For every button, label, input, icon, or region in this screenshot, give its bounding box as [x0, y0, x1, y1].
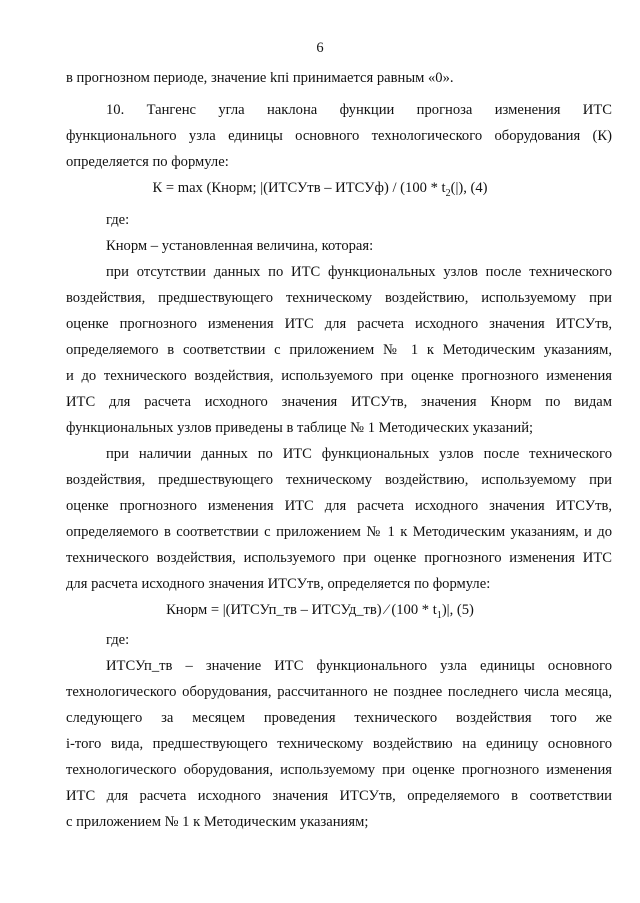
text-line: функциональных узлов приведены в таблице № 1 Методических указаний; [66, 420, 534, 436]
formula-4-main: К = max (Кнорм; |(ИТСУтв – ИТСУф) / (100 * t [152, 180, 446, 196]
text-line: и до технического воздействия, используемого при оценке прогнозного изменения [66, 368, 612, 384]
text-line: где: [106, 212, 130, 228]
text-line: следующего за месяцем проведения технического воздействия того же [66, 710, 612, 726]
formula-4 [0, 178, 640, 198]
text-line: определяется по формуле: [66, 154, 229, 170]
text-line: при наличии данных по ИТС функциональных узлов после технического [106, 446, 612, 462]
text-line: для расчета исходного значения ИТСУтв, определяется по формуле: [66, 576, 491, 592]
formula-4-subscript: 2 [445, 187, 451, 199]
text-line: определяемого в соответствии с приложением № 1 к Методическим указаниям, и до [66, 524, 612, 540]
text-line: с приложением № 1 к Методическим указаниям; [66, 814, 369, 830]
text-line: Кнорм – установленная величина, которая: [106, 238, 374, 254]
text-line: оценке прогнозного изменения ИТС для расчета исходного значения ИТСУтв, [66, 316, 612, 332]
page-number: 6 [316, 40, 324, 56]
formula-5-main: Кнорм = |(ИТСУп_тв – ИТСУд_тв) ⁄ (100 * t [166, 602, 437, 618]
text-line: технологического оборудования, используемому при оценке прогнозного изменения [66, 762, 612, 778]
text-line: ИТС для расчета исходного значения ИТСУтв, значения Кнорм по видам [66, 394, 612, 410]
text-line: технологического оборудования, рассчитанного не позднее последнего числа месяца, [66, 684, 612, 700]
text-line: технического воздействия, используемого при оценке прогнозного изменения ИТС [66, 550, 612, 566]
formula-5-subscript: 1 [436, 609, 442, 621]
text-line: ИТС для расчета исходного значения ИТСУтв, определяемого в соответствии [66, 788, 612, 804]
text-line: 10. Тангенс угла наклона функции прогноза изменения ИТС [106, 102, 612, 118]
text-line: определяемого в соответствии с приложением № 1 к Методическим указаниям, [66, 342, 612, 358]
text-line: i-того вида, предшествующего техническому воздействию на единицу основного [66, 736, 612, 752]
text-line: ИТСУп_тв – значение ИТС функционального узла единицы основного [106, 658, 612, 674]
text-line: при отсутствии данных по ИТС функциональных узлов после технического [106, 264, 612, 280]
text-line: воздействия, предшествующего техническому воздействию, используемому при [66, 290, 612, 306]
text-line: функционального узла единицы основного технологического оборудования (К) [66, 128, 612, 144]
text-line: воздействия, предшествующего техническому воздействию, используемому при [66, 472, 612, 488]
text-line: в прогнозном периоде, значение kпі принимается равным «0». [66, 70, 454, 86]
formula-4-tail: (|), (4) [450, 180, 488, 196]
text-line: где: [106, 632, 130, 648]
formula-5-tail: )|, (5) [441, 602, 474, 618]
text-line: оценке прогнозного изменения ИТС для расчета исходного значения ИТСУтв, [66, 498, 612, 514]
formula-5 [0, 600, 640, 620]
